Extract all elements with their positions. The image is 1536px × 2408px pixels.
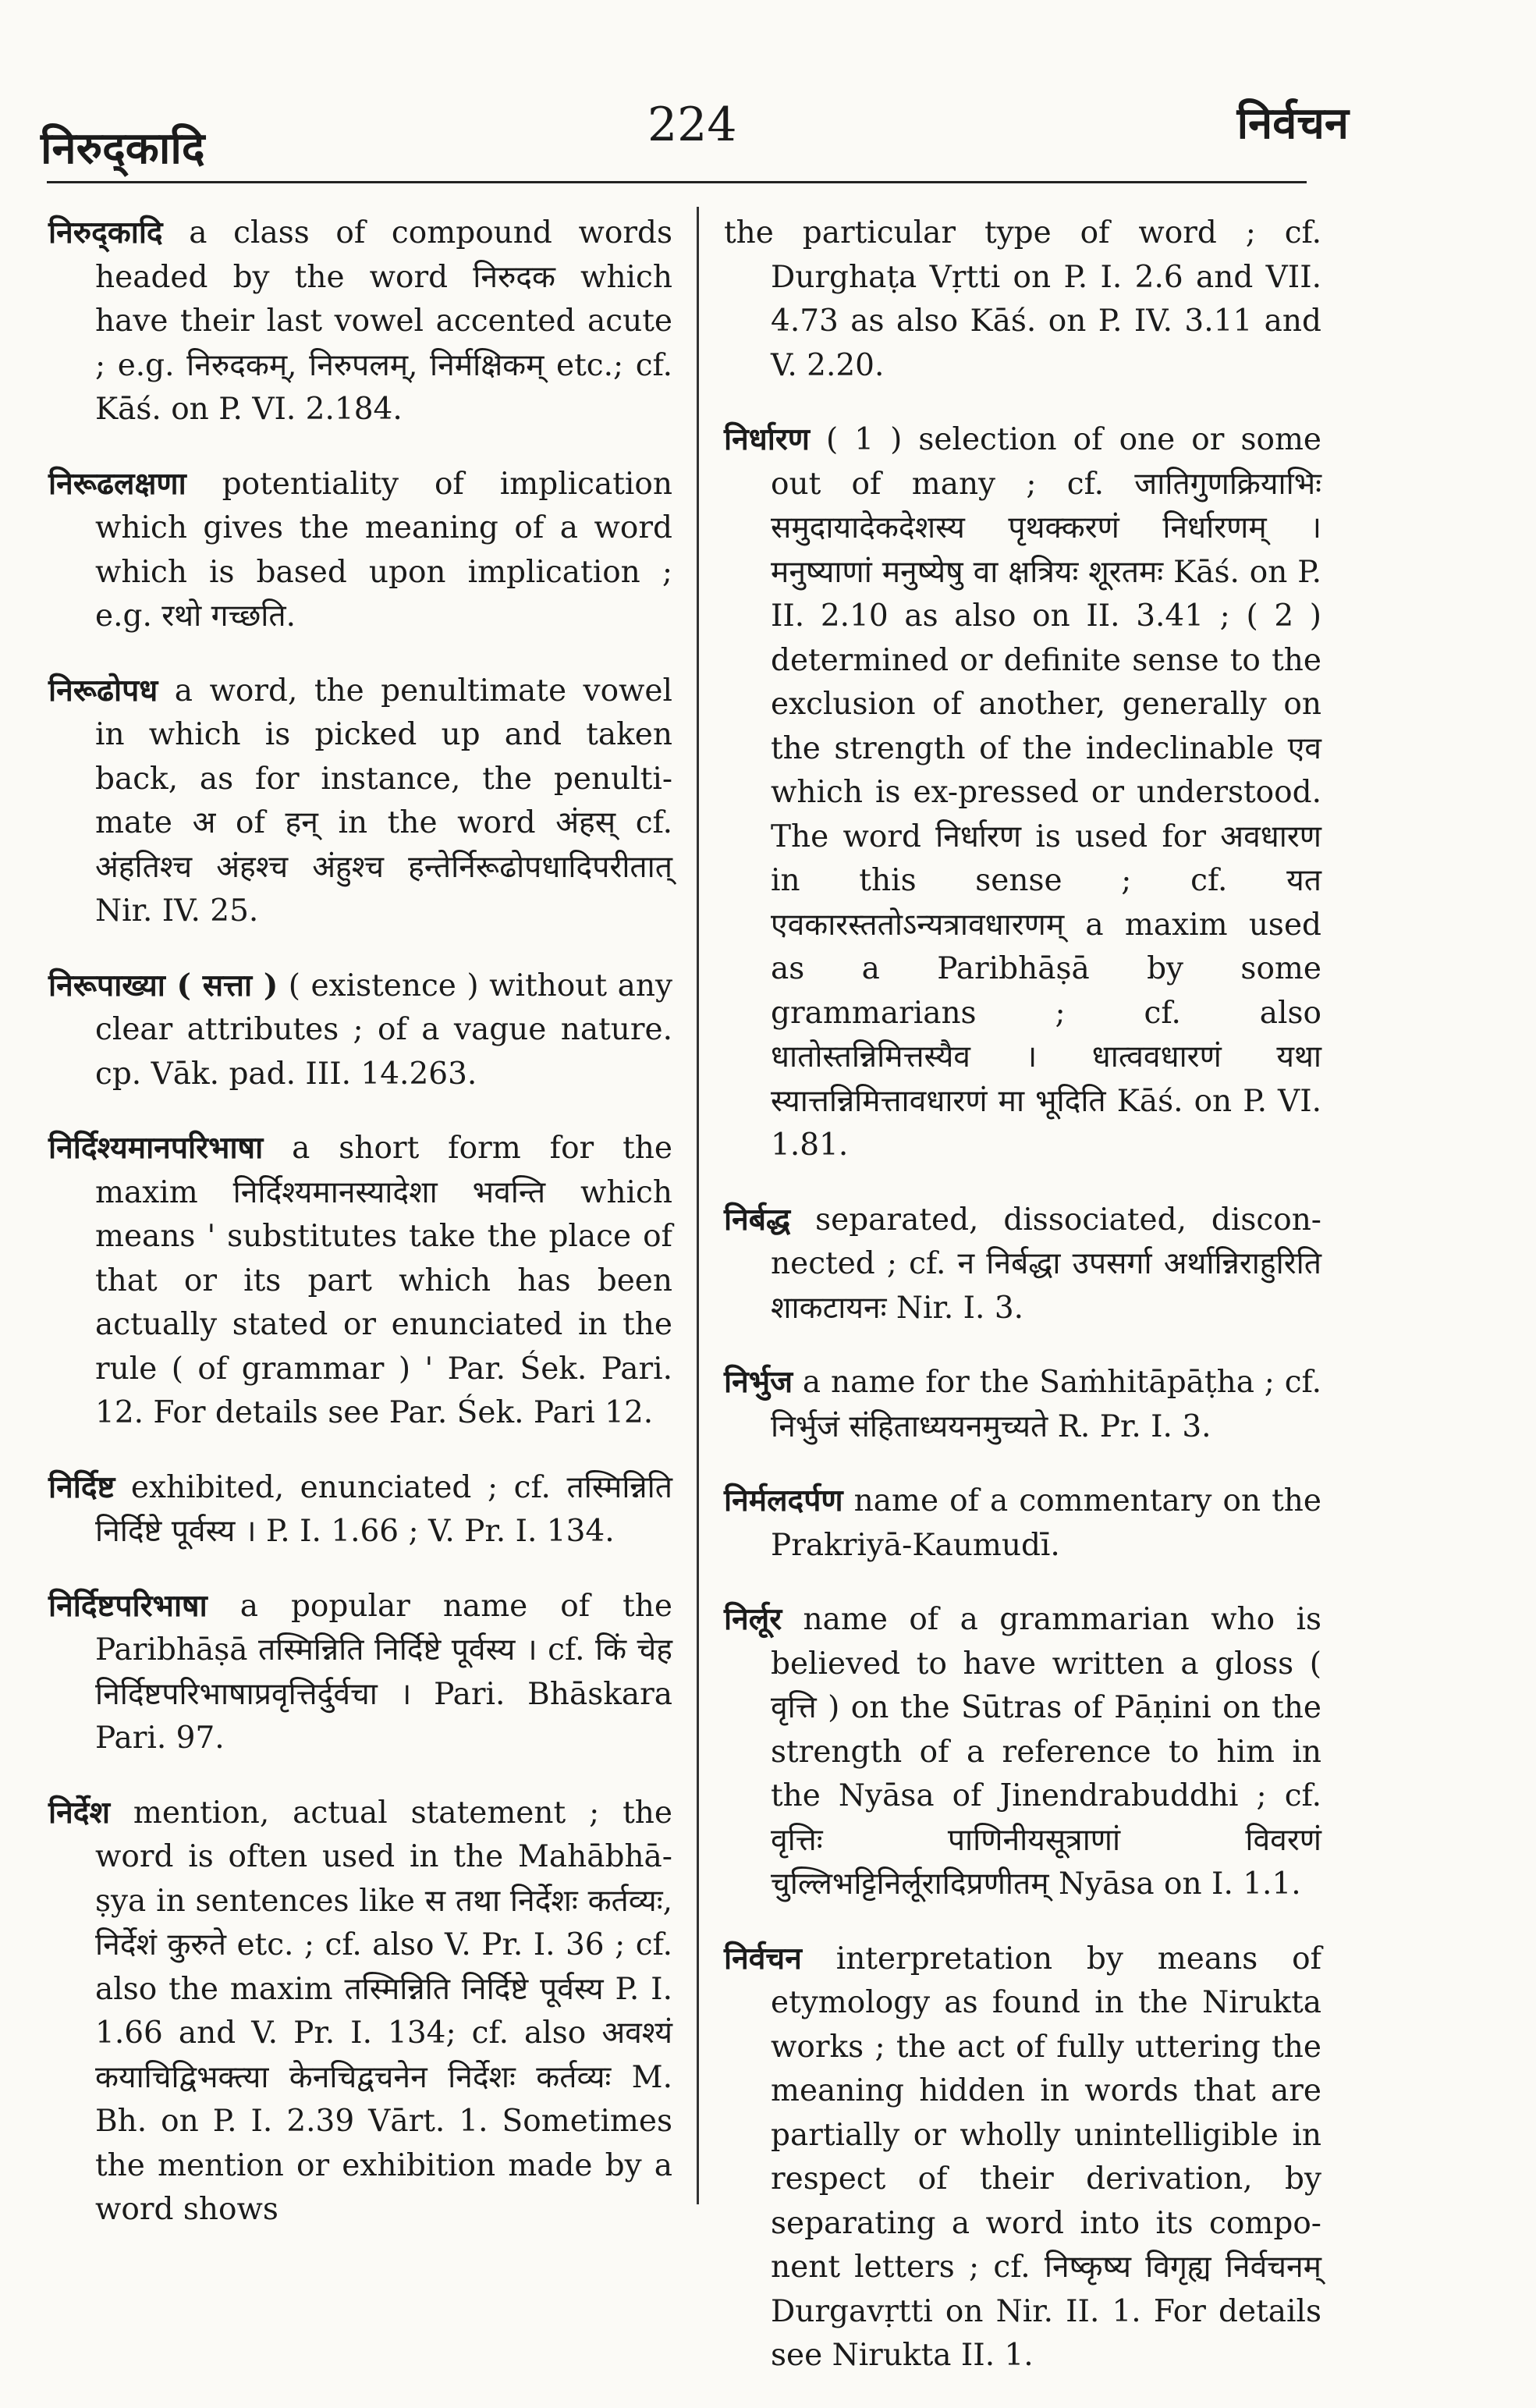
entry-text: a class of compound words headed by the word निरुदक which have their last vowel accented acute ; e.g. निरुदकम्, निरुपलम्, निर्मक्षिकम् etc.; cf. Kāś. on P. VI. 2.184. bbox=[95, 215, 672, 427]
entry bbox=[724, 1198, 1321, 1331]
entry-text: mention, actual statement ; the word is often used in the Mahābhā-ṣya in sentences like स तथा निर्देशः कर्तव्यः, निर्देशं कुरुते etc. ; cf. also V. Pr. I. 36 ; cf. also the maxim तस्मिन्निति निर्दिष्टे पूर्वस्य P. I. 1.66 and V. Pr. I. 134; cf. also अवश्यं कयाचिद्विभक्त्या केनचिद्वचनेन निर्देशः कर्तव्यः M. Bh. on P. I. 2.39 Vārt. 1. Sometimes the mention or exhibition made by a word shows bbox=[95, 1795, 672, 2227]
entry-text: separated, dissociated, discon-nected ; cf. न निर्बद्धा उपसर्गा अर्थान्निराहुरिति शाकटायनः Nir. I. 3. bbox=[771, 1202, 1321, 1326]
entry-continuation bbox=[724, 211, 1321, 388]
entry-headword: निर्दिष्टपरिभाषा bbox=[48, 1587, 208, 1624]
entry bbox=[48, 1126, 672, 1436]
entry bbox=[48, 1465, 672, 1554]
entry-headword: निर्धारण bbox=[724, 421, 810, 457]
right-running-headword: निर्वचन bbox=[1236, 98, 1349, 149]
entry-text: ( 1 ) selection of one or some out of many ; cf. जातिगुणक्रियाभिः समुदायादेकदेशस्य पृथक्करणं निर्धारणम् । मनुष्याणां मनुष्येषु वा क्षत्रियः शूरतमः Kāś. on P. II. 2.10 as also on II. 3.41 ; ( 2 ) determined or definite sense to the exclusion of another, generally on the strength of the indeclinable एव which is ex-pressed or understood. The word निर्धारण is used for अवधारण in this sense ; cf. यत एवकारस्ततोऽन्यत्रावधारणम् a maxim used as a Paribhāṣā by some grammarians ; cf. also धातोस्तन्निमित्तस्यैव । धात्ववधारणं यथा स्यात्तन्निमित्तावधारणं मा भूदिति Kāś. on P. VI. 1.81. bbox=[771, 422, 1322, 1163]
entry-text: name of a commentary on the Prakriyā-Kaumudī. bbox=[771, 1483, 1321, 1563]
entry-text: interpretation by means of etymology as found in the Nirukta works ; the act of fully uttering the meaning hidden in words that are partially or wholly unintelligible in respect of their derivation, by separating a word into its compo-nent letters ; cf. निष्कृष्य विगृह्य निर्वचनम् Durgavṛtti on Nir. II. 1. For details see Nirukta II. 1. bbox=[771, 1941, 1322, 2373]
entry-headword: निरूढलक्षणा bbox=[48, 465, 186, 502]
page-number: 224 bbox=[647, 98, 737, 152]
page-header bbox=[0, 0, 1536, 187]
entry-headword: निरुद्कादि bbox=[48, 215, 163, 250]
right-column bbox=[724, 211, 1321, 2408]
entry-headword: निर्मलदर्पण bbox=[724, 1483, 843, 1518]
entry-headword: निर्देश bbox=[48, 1794, 110, 1831]
entry bbox=[48, 964, 672, 1097]
entry-text: name of a grammarian who is believed to have written a gloss ( वृत्ति ) on the Sūtras of Pāṇini on the strength of a reference to him in the Nyāsa of Jinendrabuddhi ; cf. वृत्तिः पाणिनीयसूत्राणां विवरणं चुल्लिभट्टिनिर्लूरादिप्रणीतम् Nyāsa on I. 1.1. bbox=[771, 1602, 1321, 1902]
entry-headword: निर्वचन bbox=[724, 1940, 802, 1976]
entry bbox=[48, 211, 672, 432]
entry-headword: निरूपाख्या ( सत्ता ) bbox=[48, 967, 278, 1003]
entry bbox=[724, 1360, 1321, 1449]
left-column bbox=[48, 211, 672, 2262]
entry-headword: निर्बद्ध bbox=[724, 1201, 791, 1238]
entry-text: exhibited, enunciated ; cf. तस्मिन्निति निर्दिष्टे पूर्वस्य । P. I. 1.66 ; V. Pr. I. 134. bbox=[95, 1469, 672, 1549]
entry-text: a popular name of the Paribhāṣā तस्मिन्निति निर्दिष्टे पूर्वस्य । cf. किं चेह निर्दिष्टपरिभाषाप्रवृत्तिर्दुर्वचा । Pari. Bhāskara Pari. 97. bbox=[95, 1588, 673, 1756]
entry-headword: निर्भुज bbox=[724, 1364, 793, 1400]
entry bbox=[48, 1791, 672, 2232]
entry bbox=[724, 1479, 1321, 1568]
header-rule bbox=[47, 181, 1307, 183]
entry bbox=[48, 462, 672, 639]
entry-text: the particular type of word ; cf. Durghaṭa Vṛtti on P. I. 2.6 and VII. 4.73 as also Kāś. on P. IV. 3.11 and V. 2.20. bbox=[724, 215, 1321, 383]
entry-text: a name for the Saṁhitāpāṭha ; cf. निर्भुजं संहिताध्ययनमुच्यते R. Pr. I. 3. bbox=[771, 1365, 1321, 1444]
entry bbox=[724, 1597, 1321, 1907]
entry-headword: निर्दिष्ट bbox=[48, 1469, 115, 1505]
entry-headword: निर्दिश्यमानपरिभाषा bbox=[48, 1130, 264, 1166]
left-running-headword: निरुद्कादि bbox=[41, 123, 205, 174]
entry bbox=[48, 669, 672, 934]
entry bbox=[48, 1584, 672, 1761]
entry-text: potentiality of implication which gives the meaning of a word which is based upon implication ; e.g. रथो गच्छति. bbox=[95, 466, 672, 634]
entry-headword: निर्लूर bbox=[724, 1601, 782, 1637]
entry-text: a short form for the maxim निर्दिश्यमानस्यादेशा भवन्ति which means ' substitutes take the place of that or its part which has been actually stated or enunciated in the rule ( of grammar ) ' Par. Śek. Pari. 12. For details see Par. Śek. Pari 12. bbox=[95, 1131, 672, 1430]
column-divider bbox=[697, 207, 699, 2204]
entry bbox=[724, 417, 1321, 1168]
entry-text: ( existence ) without any clear attributes ; of a vague nature. cp. Vāk. pad. III. 14.263. bbox=[95, 968, 672, 1092]
entry-text: a word, the penultimate vowel in which is picked up and taken back, as for instance, the penulti-mate अ of हन् in the word अंहस् cf. अंहतिश्च अंहश्च अंहुश्च हन्तेर्निरूढोपधादिपरीतात् Nir. IV. 25. bbox=[95, 673, 672, 929]
entry-headword: निरूढोपध bbox=[48, 672, 158, 709]
